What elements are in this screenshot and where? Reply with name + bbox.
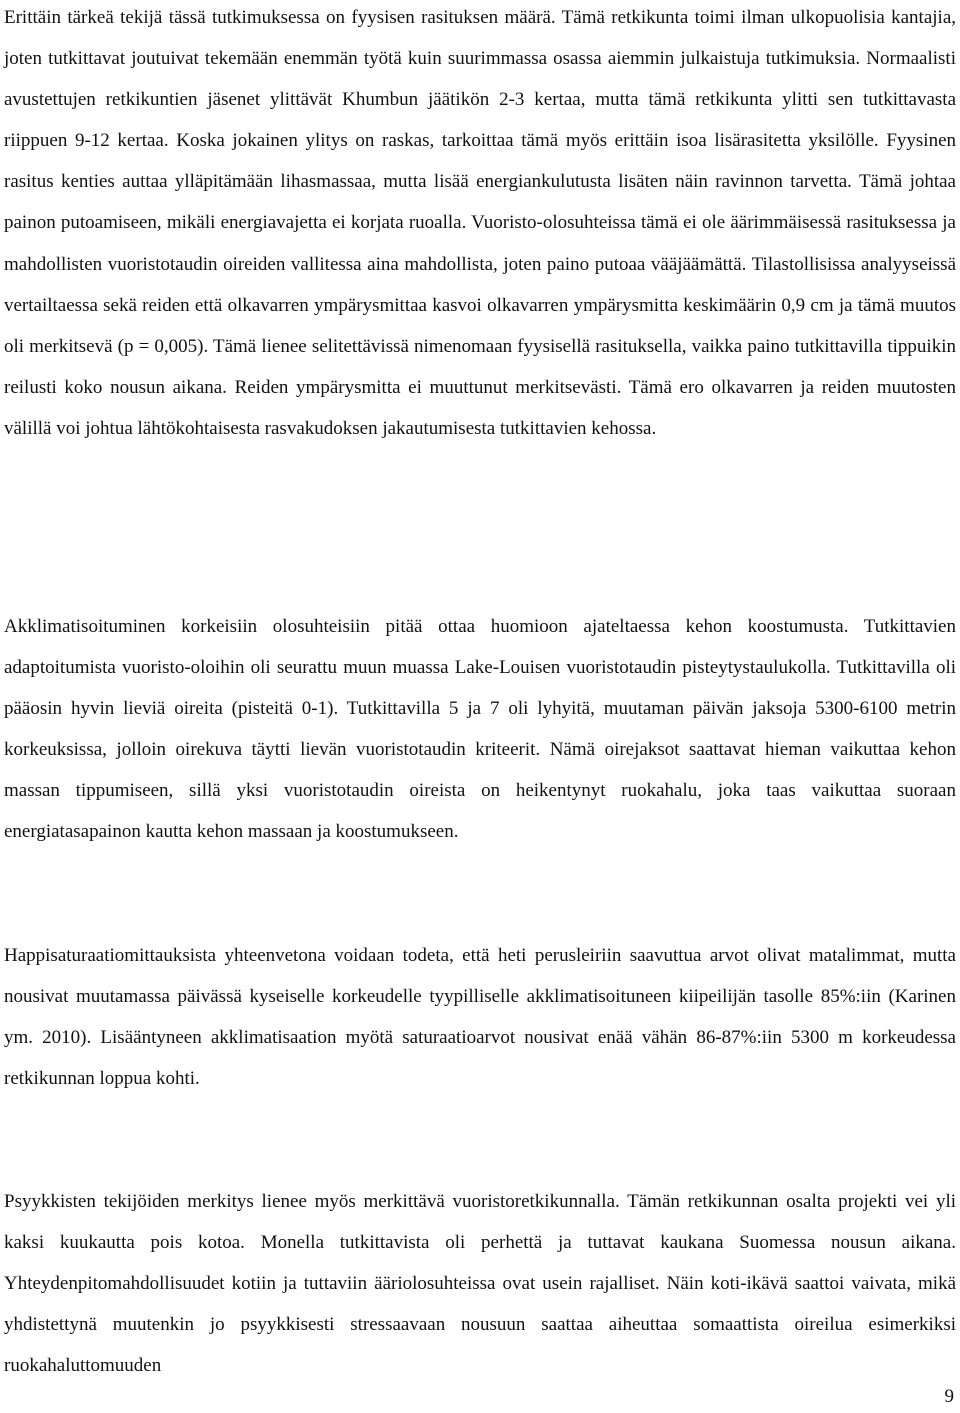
paragraph-psychological-factors: Psyykkisten tekijöiden merkitys lienee myös merkittävä vuoristoretkikunnalla. Tämän retkikunnan osalta projekti vei yli kaksi kuukautta pois kotoa. Monella tutkittavista oli perhettä ja tuttavat kaukana Suomessa nousun aikana. Yhteydenpitomahdollisuudet kotiin ja tuttaviin ääriolosuhteissa ovat usein rajalliset. Näin koti-ikävä saattoi vaivata, mikä yhdistettynä muutenkin jo psyykkisesti stressaavaan nousuun saattaa aiheuttaa somaattista oireilua esimerkiksi ruokahaluttomuuden <box>4 1191 956 1377</box>
page-number: 9 <box>944 1386 954 1407</box>
paragraph-acclimatization: Akklimatisoituminen korkeisiin olosuhteisiin pitää ottaa huomioon ajateltaessa kehon koostumusta. Tutkittavien adaptoitumista vuoristo-oloihin oli seurattu muun muassa Lake-Louisen vuoristotaudin pisteytystaulukolla. Tutkittavilla oli pääosin hyvin lieviä oireita (pisteitä 0-1). Tutkittavilla 5 ja 7 oli lyhyitä, muutaman päivän jaksoja 5300-6100 metrin korkeuksissa, jolloin oirekuva täytti lievän vuoristotaudin kriteerit. Nämä oirejaksot saattavat hieman vaikuttaa kehon massan tippumiseen, sillä yksi vuoristotaudin oireista on heikentynyt ruokahalu, joka taas vaikuttaa suoraan energiatasapainon kautta kehon massaan ja koostumukseen. <box>4 616 956 843</box>
paragraph-oxygen-saturation: Happisaturaatiomittauksista yhteenvetona voidaan todeta, että heti perusleiriin saavuttua arvot olivat matalimmat, mutta nousivat muutamassa päivässä kyseiselle korkeudelle tyypilliselle akklimatisoituneen kiipeilijän tasolle 85%:iin (Karinen ym. 2010). Lisääntyneen akklimatisaation myötä saturaatioarvot nousivat enää vähän 86-87%:iin 5300 m korkeudessa retkikunnan loppua kohti. <box>4 945 956 1090</box>
paragraph-physical-strain: Erittäin tärkeä tekijä tässä tutkimuksessa on fyysisen rasituksen määrä. Tämä retkikunta toimi ilman ulkopuolisia kantajia, joten tutkittavat joutuivat tekemään enemmän työtä kuin suurimmassa osassa aiemmin julkaistuja tutkimuksia. Normaalisti avustettujen retkikuntien jäsenet ylittävät Khumbun jäätikön 2-3 kertaa, mutta tämä retkikunta ylitti sen tutkittavasta riippuen 9-12 kertaa. Koska jokainen ylitys on raskas, tarkoittaa tämä myös erittäin isoa lisärasitetta yksilölle. Fyysinen rasitus kenties auttaa ylläpitämään lihasmassaa, mutta lisää energiankulutusta lisäten näin ravinnon tarvetta. Tämä johtaa painon putoamiseen, mikäli energiavajetta ei korjata ruoalla. Vuoristo-olosuhteissa tämä ei ole äärimmäisessä rasituksessa ja mahdollisten vuoristotaudin oireiden vallitessa aina mahdollista, joten paino putoaa vääjäämättä. Tilastollisissa analyyseissä vertailtaessa sekä reiden että olkavarren ympärysmittaa kasvoi olkavarren ympärysmitta keskimäärin 0,9 cm ja tämä muutos oli merkitsevä (p = 0,005). Tämä lienee selitettävissä nimenomaan fyysisellä rasituksella, vaikka paino tutkittavilla tippuikin reilusti koko nousun aikana. Reiden ympärysmitta ei muuttunut merkitsevästi. Tämä ero olkavarren ja reiden muutosten välillä voi johtua lähtökohtaisesta rasvakudoksen jakautumisesta tutkittavien kehossa. <box>4 7 956 439</box>
